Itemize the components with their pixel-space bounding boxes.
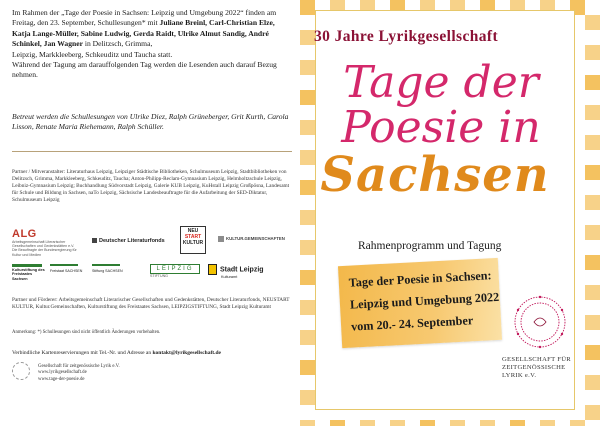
decorative-tile — [300, 330, 315, 345]
decorative-tile — [300, 390, 315, 405]
event-banner — [338, 258, 502, 348]
intro-text-3: Leipzig, Markkleeberg, Schkeuditz und Taucha statt. — [12, 49, 173, 59]
decorative-tile — [300, 270, 315, 285]
decorative-tile — [390, 420, 405, 426]
decorative-tile — [300, 30, 315, 45]
title-line-1: Tage der — [343, 57, 539, 108]
title-sachsen: Sachsen — [320, 147, 550, 203]
stiftung-label: Stiftung SACHSEN — [92, 269, 123, 273]
kg-label: KULTUR.GEMEINSCHAFTEN — [226, 236, 285, 242]
decorative-tile — [585, 375, 600, 390]
decorative-tile — [585, 405, 600, 420]
leipzigstiftung-logo — [150, 264, 200, 284]
title-line-2: Poesie in — [341, 102, 541, 153]
decorative-tile — [510, 420, 525, 426]
decorative-tile — [570, 420, 585, 426]
society-website-link[interactable]: www.lyrikgesellschaft.de — [38, 370, 87, 376]
decorative-tile — [300, 180, 315, 195]
society-circle-logo-icon — [510, 292, 570, 352]
decorative-tile — [585, 15, 600, 30]
stiftung-sachsen-logo — [92, 264, 134, 288]
decorative-tile — [585, 105, 600, 120]
decorative-tile — [360, 420, 375, 426]
society-emblem-icon — [12, 362, 30, 380]
decorative-tile — [585, 195, 600, 210]
decorative-tile — [585, 285, 600, 300]
dlf-logo — [92, 238, 165, 244]
main-title — [310, 57, 572, 153]
decorative-tile — [300, 0, 315, 15]
stadt-sub-label: Kulturamt — [221, 275, 238, 279]
partners-paragraph: Partner / Mitveranstalter: Literaturhaus Leipzig, Leipziger Städtische Bibliotheken, Schulmuseum Leipzig, Stadtbibliotheken von Delitzsch, Grimma, Markkleeberg, Schkeuditz, Taucha; Anton-Philipp-Reclam-Gymnasium Leipzig, Helmholtzschule Leipzig, Leibniz-Gymnasium Leipzig; Buchhandlung Südvorstadt Leipzig, Galerie KUB Leipzig, KuHstall Leipzig Großpösna, Landesamt für Schule und Bildung in Sachsen, naTo Leipzig, Sächsische Landesbeauftragte für die Aufarbeitung der SED-Diktatur, Schulmuseum Leipzig — [12, 169, 290, 203]
society-name: GESELLSCHAFT FÜR ZEITGENÖSSISCHE LYRIK e.V. — [502, 356, 571, 379]
sachsen-flag-icon — [50, 264, 78, 268]
kg-mark-icon — [218, 236, 224, 242]
stiftung-flag-icon — [92, 264, 120, 268]
decorative-tile — [585, 45, 600, 60]
alg-logo — [12, 228, 82, 256]
anniversary-heading: 30 Jahre Lyrikgesellschaft — [314, 28, 499, 45]
neu-label: NEU — [187, 228, 199, 234]
decorative-tile — [480, 420, 495, 426]
decorative-tile — [300, 300, 315, 315]
decorative-tile — [585, 225, 600, 240]
tage-website-link[interactable]: www.tage-der-poesie.de — [38, 376, 85, 382]
start-label: START — [184, 234, 202, 241]
decorative-tile — [585, 315, 600, 330]
decorative-tile — [300, 360, 315, 375]
booking-text: Verbindliche Kartenreservierungen mit Tel.-Nr. und Adresse an — [12, 350, 153, 356]
divider — [12, 151, 292, 152]
kulturgemeinschaften-logo — [218, 236, 285, 242]
kultur-label: KULTUR — [182, 240, 204, 247]
decorative-tile — [585, 75, 600, 90]
neustart-logo — [180, 226, 206, 254]
author-names: Juliane Breinl, Carl-Christian Elze, Katja Lange-Müller, Sabine Ludwig, Gerda Raidt, Ulrike Almut Sandig, André Schinkel, Jan Wagner — [12, 18, 275, 49]
crest-icon — [208, 264, 217, 275]
decorative-tile — [300, 150, 315, 165]
intro-text-4: Während der Tagung am darauffolgenden Tag werden die Lesenden auch darauf Bezug nehmen. — [12, 60, 277, 80]
sachsen-label: Freistaat SACHSEN — [50, 269, 83, 273]
event-line-1: Tage der Poesie in Sachsen: — [348, 268, 492, 290]
cover-panel — [300, 0, 600, 426]
stadt-leipzig-logo — [208, 264, 268, 286]
readers-paragraph: Betreut werden die Schullesungen von Ulrike Diez, Ralph Grüneberger, Grit Kurth, Carola Lisson, Renate Maria Riehemann, Ralph Schüller. — [12, 112, 289, 132]
intro-text-1: Im Rahmen der „Tage der Poesie in Sachsen: Leipzig und Umgebung 2022“ finden am Freitag, den 23. September, Schullesungen* mit — [12, 8, 277, 28]
kulturstiftung-logo — [12, 264, 46, 288]
kfs-bar-icon — [12, 264, 42, 267]
decorative-tile — [330, 420, 345, 426]
bund-subtitle: Die Beauftragte der Bundesregierung für Kultur und Medien — [12, 248, 77, 257]
society-block — [12, 362, 162, 402]
society-line-1: Gesellschaft für zeitgenössische Lyrik e.V. — [38, 364, 120, 369]
kfs-label: Kulturstiftung des Freistaates Sachsen — [12, 268, 45, 281]
decorative-tile — [300, 210, 315, 225]
decorative-tile — [585, 135, 600, 150]
note-text: Anmerkung: *) Schullesungen sind nicht öffentlich Änderungen vorbehalten. — [12, 330, 161, 335]
intro-text-2: in Delitzsch, Grimma, — [84, 39, 153, 49]
event-line-2: Leipzig und Umgebung 2022 — [349, 289, 500, 312]
event-line-3: vom 20.- 24. September — [350, 313, 474, 334]
society-text — [38, 364, 120, 383]
decorative-tile — [300, 420, 315, 426]
subtitle: Rahmenprogramm und Tagung — [358, 240, 502, 252]
alg-subtitle: Arbeitsgemeinschaft Literarischer Gesellschaften und Gedenkstätten e.V. — [12, 240, 75, 249]
decorative-tile — [585, 255, 600, 270]
decorative-tile — [420, 420, 435, 426]
alg-label: ALG — [12, 228, 37, 240]
booking-line — [12, 350, 294, 356]
leip-sub-label: STIFTUNG — [150, 274, 168, 278]
decorative-tile — [585, 165, 600, 180]
decorative-tile — [300, 240, 315, 255]
booking-email-link[interactable]: kontakt@lyrikgesellschaft.de — [152, 350, 222, 356]
stadt-label: Stadt Leipzig — [220, 266, 264, 274]
freistaat-logo — [50, 264, 86, 288]
dlf-mark-icon — [92, 238, 97, 243]
decorative-tile — [585, 345, 600, 360]
dlf-label: Deutscher Literaturfonds — [99, 238, 165, 244]
foerderer-paragraph: Partner und Förderer: Arbeitsgemeinschaft Literarischer Gesellschaften und Gedenkstätten, Deutscher Literaturfonds, NEUSTART KULTUR, Kultur.Gemeinschaften, Kulturstiftung des Freistaates Sachsen, LEIPZIGSTIFTUNG, Stadt Leipzig Kulturamt — [12, 297, 290, 310]
sponsor-logos — [12, 226, 294, 296]
intro-paragraph — [12, 8, 294, 81]
decorative-tile — [450, 420, 465, 426]
leip-label: LEIPZIG — [150, 264, 200, 274]
decorative-tile — [540, 420, 555, 426]
